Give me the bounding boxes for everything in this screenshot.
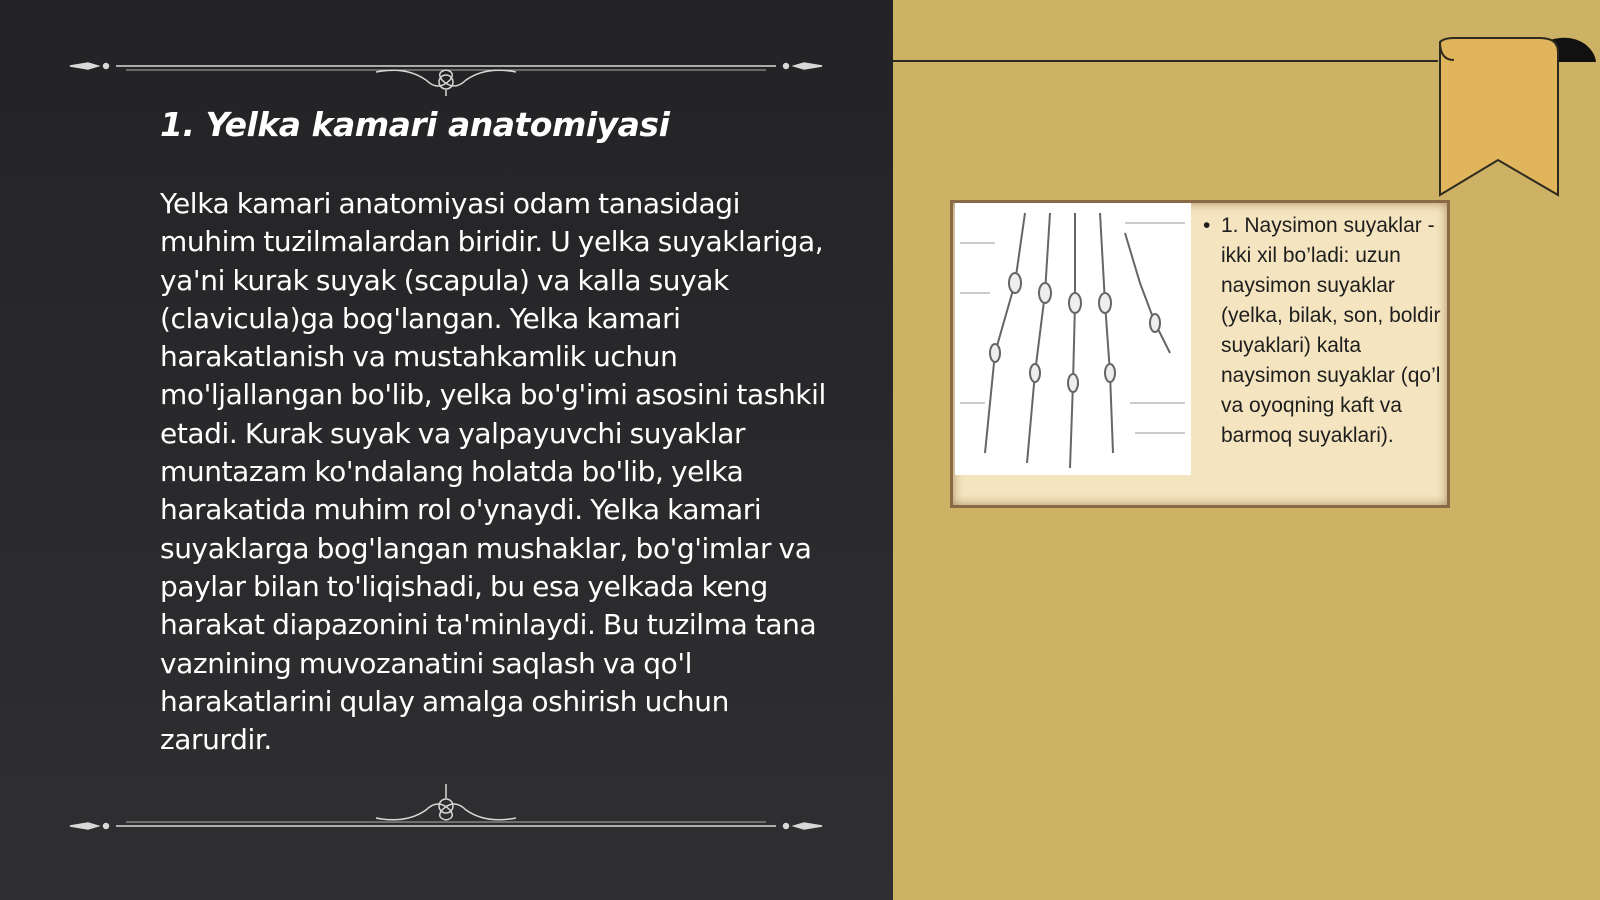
card-bullet-text xyxy=(1203,211,1443,451)
bullet-marker: • xyxy=(1203,214,1211,237)
slide-title: 1. Yelka kamari anatomiyasi xyxy=(160,105,670,144)
hand-skeleton-icon xyxy=(955,203,1191,475)
divider-line xyxy=(893,60,1438,62)
bottom-ornament-divider xyxy=(66,770,826,830)
bookmark-ribbon xyxy=(1430,30,1600,200)
card-text-content: 1. Naysimon suyaklar - ikki xil bo’ladi: uzun naysimon suyaklar (yelka, bilak, son, boldir suyaklari) kalta naysimon suyaklar (qo’l va oyoqning kaft va barmoq suyaklari). xyxy=(1221,214,1441,447)
slide-body-text: Yelka kamari anatomiyasi odam tanasidagi muhim tuzilmalardan biridir. U yelka suyaklariga, ya'ni kurak suyak (scapula) va kalla suyak (clavicula)ga bog'langan. Yelka kamari harakatlanish va mustahkamlik uchun mo'ljallangan bo'lib, yelka bo'g'imi asosini tashkil etadi. Kurak suyak va yalpayuvchi suyaklar muntazam ko'ndalang holatda bo'lib, yelka harakatida muhim rol o'ynaydi. Yelka kamari suyaklarga bog'langan mushaklar, bo'g'imlar va paylar bilan to'liqishadi, bu esa yelkada keng harakat diapazonini ta'minlaydi. Bu tuzilma tana vaznining muvozanatini saqlash va qo'l harakatlarini qulay amalga oshirish uchun zarurdir. xyxy=(160,187,826,757)
top-ornament-divider xyxy=(66,36,826,96)
anatomy-info-card xyxy=(950,200,1450,508)
